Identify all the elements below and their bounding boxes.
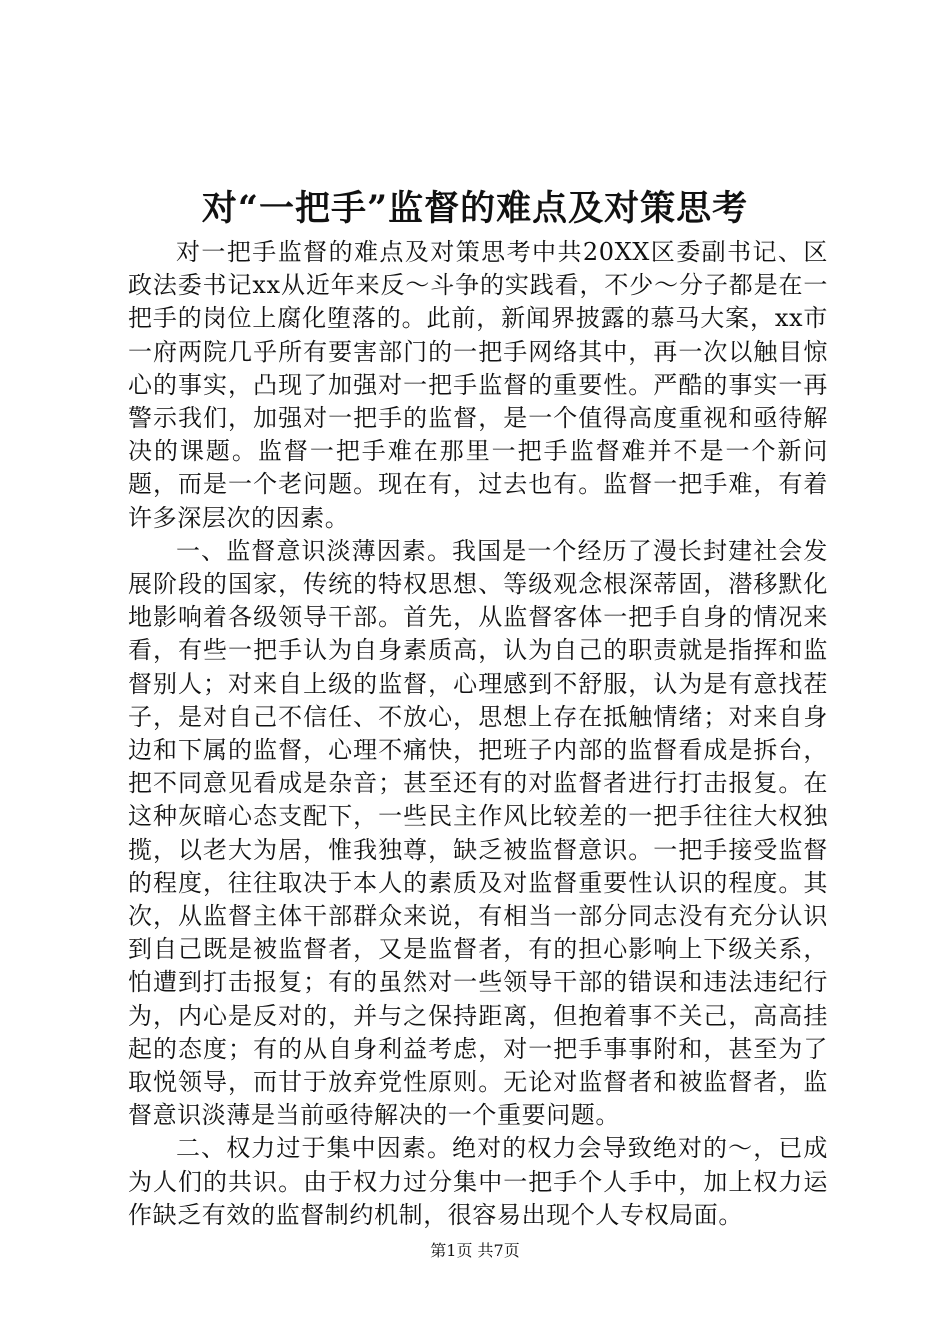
page-footer (0, 1240, 950, 1262)
document-title: 对“一把手”监督的难点及对策思考 (201, 188, 749, 229)
paragraph-section-one: 一、监督意识淡薄因素。我国是一个经历了漫长封建社会发展阶段的国家，传统的特权思想、等级观念根深蒂固，潜移默化地影响着各级领导干部。首先，从监督客体一把手自身的情况来看，有些一把手认为自身素质高，认为自己的职责就是指挥和监督别人；对来自上级的监督，心理感到不舒服，认为是有意找茬子，是对自己不信任、不放心，思想上存在抵触情绪；对来自身边和下属的监督，心理不痛快，把班子内部的监督看成是拆台，把不同意见看成是杂音；甚至还有的对监督者进行打击报复。在这种灰暗心态支配下，一些民主作风比较差的一把手往往大权独揽，以老大为居，惟我独尊，缺乏被监督意识。一把手接受监督的程度，往往取决于本人的素质及对监督重要性认识的程度。其次，从监督主体干部群众来说，有相当一部分同志没有充分认识到自己既是被监督者，又是监督者，有的担心影响上下级关系，怕遭到打击报复；有的虽然对一些领导干部的错误和违法违纪行为，内心是反对的，并与之保持距离，但抱着事不关己，高高挂起的态度；有的从自身利益考虑，对一把手事事附和，甚至为了取悦领导，而甘于放弃党性原则。无论对监督者和被监督者，监督意识淡薄是当前亟待解决的一个重要问题。 (128, 536, 828, 1130)
page-number: 第1页 共7页 (430, 1241, 520, 1260)
paragraph-intro: 对一把手监督的难点及对策思考中共20XX区委副书记、区政法委书记xx从近年来反～斗争的实践看，不少～分子都是在一把手的岗位上腐化堕落的。此前，新闻界披露的慕马大案，xx市一府两院几乎所有要害部门的一把手网络其中，再一次以触目惊心的事实，凸现了加强对一把手监督的重要性。严酷的事实一再警示我们，加强对一把手的监督，是一个值得高度重视和亟待解决的课题。监督一把手难在那里一把手监督难并不是一个新问题，而是一个老问题。现在有，过去也有。监督一把手难，有着许多深层次的因素。 (128, 238, 828, 532)
document-body (128, 236, 828, 1232)
paragraph-section-two: 二、权力过于集中因素。绝对的权力会导致绝对的～，已成为人们的共识。由于权力过分集中一把手个人手中，加上权力运作缺乏有效的监督制约机制，很容易出现个人专权局面。 (128, 1134, 828, 1229)
